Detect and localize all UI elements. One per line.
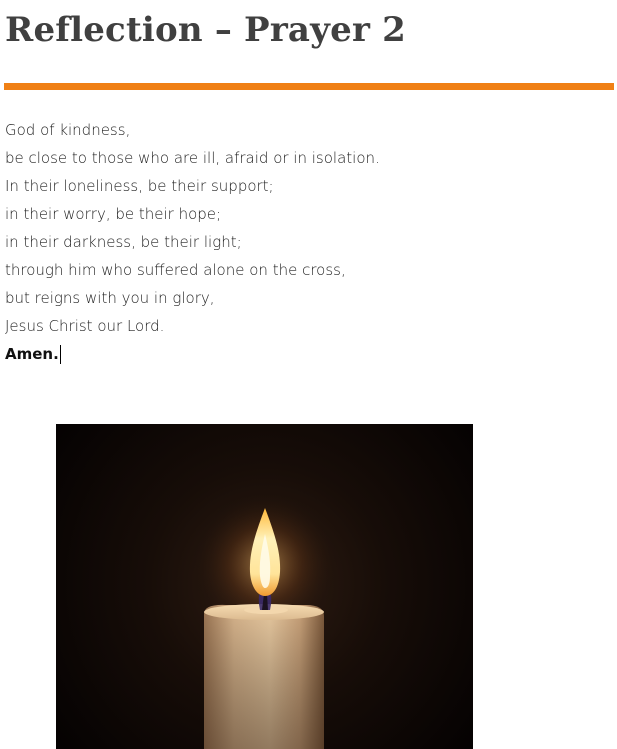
amen-text: Amen. [5,345,59,363]
prayer-text[interactable] [5,116,605,368]
title-underline-rule [4,83,614,90]
candle-image[interactable] [56,424,473,749]
prayer-line: in their worry, be their hope; [5,205,222,223]
text-cursor [60,345,61,364]
prayer-line: but reigns with you in glory, [5,289,215,307]
prayer-line: in their darkness, be their light; [5,233,242,251]
prayer-line: through him who suffered alone on the cross, [5,261,346,279]
prayer-line: be close to those who are ill, afraid or in isolation. [5,149,380,167]
prayer-line: God of kindness, [5,121,131,139]
page-title: Reflection – Prayer 2 [5,10,406,50]
prayer-line: Jesus Christ our Lord. [5,317,165,335]
closing-line [5,340,605,368]
candle-photo-graphic [56,424,473,749]
prayer-line: In their loneliness, be their support; [5,177,274,195]
